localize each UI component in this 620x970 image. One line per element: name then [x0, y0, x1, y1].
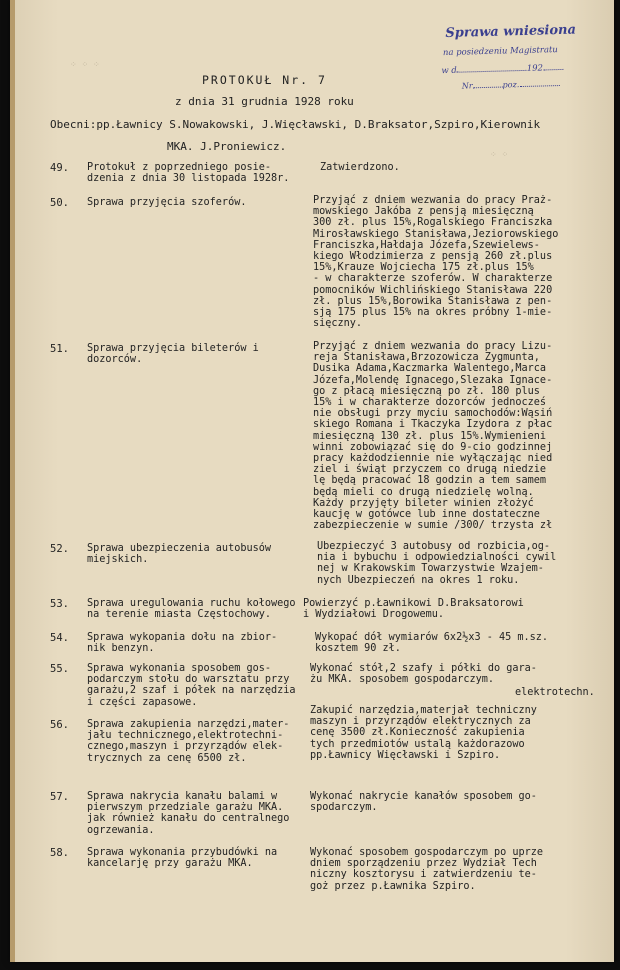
registration-stamp [432, 18, 612, 93]
stamp-date-blank [457, 62, 527, 73]
item-decision-line: Wykonać stół,2 szafy i półki do gara- [310, 663, 537, 674]
item-decision-line: Zatwierdzono. [320, 162, 400, 173]
stamp-line-meeting: na posiedzeniu Magistratu [442, 45, 558, 59]
item-number: 53. [50, 598, 69, 610]
item-decision-line: zł. plus 15%,Borowika Stanisława z pen- [313, 295, 553, 307]
protocol-title: PROTOKUŁ Nr. 7 [202, 73, 327, 87]
stamp-poz: poz. [502, 80, 520, 90]
item-number: 58. [50, 847, 69, 859]
item-subject-line: Protokuł z poprzedniego posie- [87, 162, 272, 173]
stamp-year-blank [543, 61, 563, 71]
item-decision-line: reja Stanisława,Brzozowicza Zygmunta, [313, 352, 540, 364]
item-subject-line: ogrzewania. [87, 824, 155, 836]
document-page [10, 0, 614, 962]
bleed-through-mark: ⁘ ⁘ [490, 150, 509, 159]
attendees-line: Obecni:pp.Ławnicy S.Nowakowski, J.Więcławski, D.Braksator,Szpiro,Kierownik [50, 118, 541, 131]
item-number: 55. [50, 663, 69, 675]
item-decision-line: niczny kosztorysu i zatwierdzeniu te- [310, 869, 537, 881]
item-decision-line: dniem sporządzeniu przez Wydział Tech [310, 858, 537, 870]
item-subject-line: jału technicznego,elektrotechni- [87, 730, 284, 742]
item-subject-line: i części zapasowe. [87, 696, 198, 708]
item-decision-line: winni zobowiązać się do 9-cio godzinnej [313, 441, 553, 453]
item-decision-line: Powierzyć p.Ławnikowi D.Braksatorowi [303, 598, 524, 609]
item-subject-line: Sprawa przyjęcia bileterów i [87, 343, 259, 354]
item-decision-line: nia i bybuchu i odpowiedzialności cywil [317, 552, 557, 564]
item-subject-line: Sprawa przyjęcia szoferów. [87, 197, 247, 208]
item-decision-line: kosztem 90 zł. [315, 643, 401, 655]
item-subject-line: miejskich. [87, 554, 149, 566]
item-decision-line: Wykonać sposobem gospodarczym po uprze [310, 847, 544, 858]
item-decision-line: Dusika Adama,Kaczmarka Walentego,Marca [313, 363, 547, 375]
item-decision-line: sięczny. [313, 318, 363, 330]
item-decision-line: maszyn i przyrządów elektrycznych za [310, 716, 531, 728]
item-decision-line: cenę 3500 zł.Konieczność zakupienia [310, 727, 525, 739]
item-decision-line: Ubezpieczyć 3 autobusy od rozbicia,og- [317, 541, 551, 552]
item-decision-line: nej w Krakowskim Towarzystwie Wzajem- [317, 563, 544, 575]
item-subject-line: pierwszym przedziale garażu MKA. [87, 802, 284, 814]
item-decision-line: sją 175 plus 15% na okres próbny 1-mie- [313, 307, 553, 318]
stamp-line-number [462, 77, 560, 91]
item-decision-line: i Wydziałowi Drogowemu. [303, 609, 445, 621]
item-subject-line: dzenia z dnia 30 listopada 1928r. [87, 173, 290, 185]
item-subject-line: kancelarję przy garażu MKA. [87, 858, 253, 870]
item-subject-line: na terenie miasta Częstochowy. [87, 609, 272, 621]
item-subject-line: Sprawa wykonania sposobem gos- [87, 663, 272, 674]
stamp-poz-blank [519, 77, 559, 87]
item-decision-line: 15%,Krauze Wojciecha 175 zł.plus 15% [313, 262, 534, 274]
item-decision-line: tych przedmiotów ustalą każdorazowo [310, 738, 525, 750]
item-decision-line: pomocników Wichlińskiego Stanisława 220 [313, 284, 553, 296]
item-decision-line: ziel i świąt przyczem co drugą niedzie [313, 464, 547, 476]
item-decision-line: Przyjąć z dniem wezwania do pracy Praż- [313, 195, 553, 206]
stamp-date-prefix: w d [441, 65, 457, 77]
attendees-line-continued: MKA. J.Proniewicz. [167, 140, 287, 153]
item-decision-line: Zakupić narzędzia,materjał techniczny [310, 705, 537, 716]
item-subject-line: Sprawa zakupienia narzędzi,mater- [87, 719, 290, 730]
item-decision-line: kaucję w gotówce lub inne dostateczne [313, 509, 540, 520]
stamp-line-date [441, 61, 563, 76]
item-subject-line: garażu,2 szaf i półek na narzędzia [87, 685, 296, 697]
item-decision-line: miesięczną 130 zł. plus 15%.Wymienieni [313, 430, 547, 442]
item-decision-line: Józefa,Molendę Ignacego,Slezaka Ignace- [313, 374, 553, 386]
item-decision-line: 15% i w charakterze dozorców jednocześ [313, 397, 547, 408]
item-decision-line: będą mieli co drugą niedzielę wolną. [313, 486, 534, 498]
stamp-title: Sprawa wniesiona [445, 22, 577, 41]
item-subject-line: nik benzyn. [87, 643, 155, 655]
item-decision-line: lę będą pracować 18 godzin a tem samem [313, 475, 547, 487]
item-subject-line: Sprawa wykopania dołu na zbior- [87, 632, 278, 643]
item-subject-line: trycznych za cenę 6500 zł. [87, 752, 247, 764]
stamp-year: 192 [526, 63, 544, 74]
item-decision-line: nych Ubezpieczeń na okres 1 roku. [317, 574, 520, 586]
item-number: 50. [50, 197, 69, 209]
item-decision-line: goż przez p.Ławnika Szpiro. [310, 880, 476, 892]
item-number: 52. [50, 543, 69, 555]
item-subject-line: Sprawa nakrycia kanału balami w [87, 791, 278, 802]
item-number: 54. [50, 632, 69, 644]
item-decision-line: zabezpieczenie w sumie /300/ trzysta zł [313, 520, 553, 532]
item-decision-line: skiego Romana i Tkaczyka Izydora z płac [313, 419, 553, 431]
item-number: 57. [50, 791, 69, 803]
item-subject-line: jak również kanału do centralnego [87, 813, 290, 825]
stamp-nr: Nr [461, 81, 473, 91]
item-decision-line: Mirosławskiego Stanisława,Jeziorowskiego [313, 228, 559, 240]
item-decision-line: kiego Włodzimierza z pensją 260 zł.plus [313, 251, 553, 262]
item-decision-line: nie obsługi przy myciu samochodów:Wąsiń [313, 408, 553, 420]
item-decision-line: - w charakterze szoferów. W charakterze [313, 273, 553, 285]
item-number: 51. [50, 343, 69, 355]
item-decision-line: pp.Ławnicy Więcławski i Szpiro. [310, 749, 501, 761]
item-decision-line: żu MKA. sposobem gospodarczym. [310, 674, 495, 686]
item-subject-line: dozorców. [87, 354, 143, 366]
item-subject-line: podarczym stołu do warsztatu przy [87, 674, 290, 686]
item-decision-line: mowskiego Jakóba z pensją miesięczną [313, 206, 534, 218]
item-decision-line: Każdy przyjęty bileter winien złożyć [313, 497, 534, 509]
bleed-through-mark: ⁘ ⁘ ⁘ [70, 60, 100, 69]
item-number: 56. [50, 719, 69, 731]
protocol-date: z dnia 31 grudnia 1928 roku [175, 95, 354, 108]
item-decision-insertion: elektrotechn. [515, 687, 595, 698]
item-number: 49. [50, 162, 69, 174]
item-subject-line: Sprawa uregulowania ruchu kołowego [87, 598, 296, 609]
item-decision-line: Wykopać dół wymiarów 6x2½x3 - 45 m.sz. [315, 632, 549, 643]
stamp-nr-blank [472, 79, 502, 89]
item-decision-line: pracy każdodziennie nie wyłączając nied [313, 453, 553, 464]
item-subject-line: Sprawa wykonania przybudówki na [87, 847, 278, 858]
item-decision-line: go z płacą miesięczną po zł. 180 plus [313, 385, 540, 397]
item-decision-line: spodarczym. [310, 802, 378, 814]
item-decision-line: Przyjąć z dniem wezwania do pracy Lizu- [313, 341, 553, 352]
item-decision-line: 300 zł. plus 15%,Rogalskiego Franciszka [313, 217, 553, 229]
item-subject-line: cznego,maszyn i przyrządów elek- [87, 741, 284, 753]
item-decision-line: Franciszka,Hałdaja Józefa,Szewielews- [313, 239, 540, 251]
item-subject-line: Sprawa ubezpieczenia autobusów [87, 543, 272, 554]
paper-edge [10, 0, 15, 962]
item-decision-line: Wykonać nakrycie kanałów sposobem go- [310, 791, 537, 802]
